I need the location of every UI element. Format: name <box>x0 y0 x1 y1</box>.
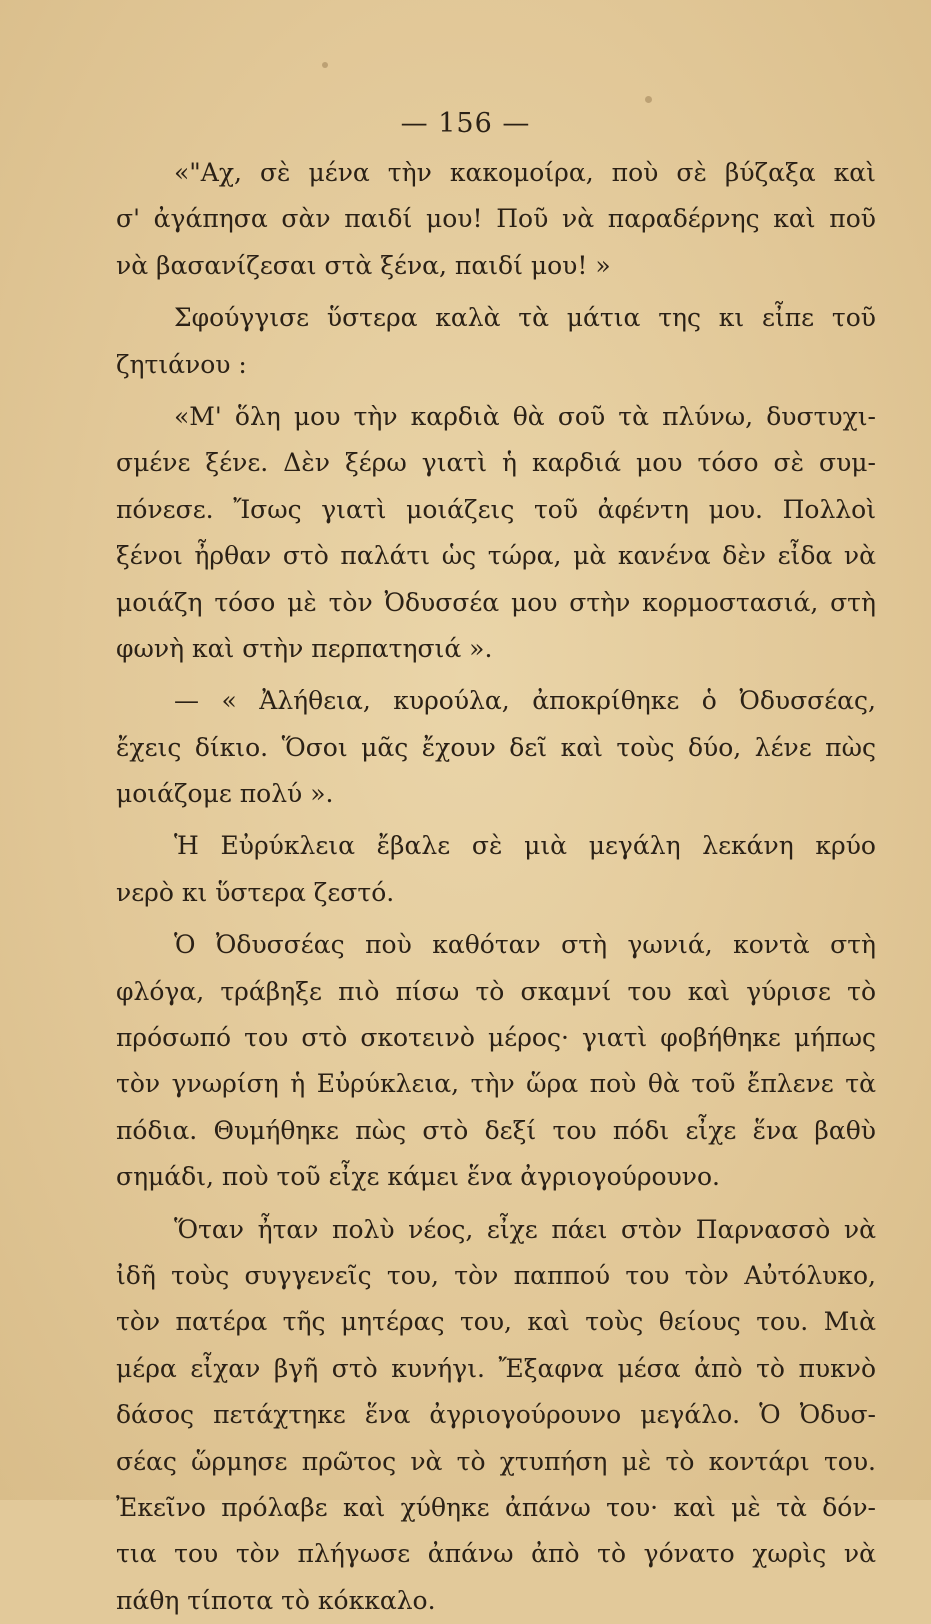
text-line: μοιάζομε πολύ ». <box>116 779 334 809</box>
text-line: πάθη τίποτα τὸ κόκκαλο. <box>116 1585 436 1615</box>
text-line: νερὸ κι ὕστερα ζεστό. <box>116 877 395 907</box>
text-line: νὰ βασανίζεσαι στὰ ξένα, παιδί μου! » <box>116 250 611 280</box>
text-line: τὸν γνωρίση ἡ Εὐρύκλεια, τὴν ὥρα ποὺ θὰ τοῦ ἔπλενε τὰ <box>116 1069 876 1099</box>
text-line: Ἡ Εὐρύκλεια ἔβαλε σὲ μιὰ μεγάλη λεκάνη κρύο <box>174 831 876 861</box>
text-line: ξένοι ἦρθαν στὸ παλάτι ὡς τώρα, μὰ κανένα δὲν εἶδα νὰ <box>116 541 876 571</box>
text-line: τια του τὸν πλήγωσε ἀπάνω ἀπὸ τὸ γόνατο χωρὶς νὰ <box>116 1539 876 1569</box>
text-line: δάσος πετάχτηκε ἕνα ἀγριογούρουνο μεγάλο. Ὁ Ὀδυσ- <box>116 1400 876 1430</box>
text-line: μοιάζη τόσο μὲ τὸν Ὀδυσσέα μου στὴν κορμοστασιά, στὴ <box>116 587 876 617</box>
text-line: πόδια. Θυμήθηκε πὼς στὸ δεξί του πόδι εἶχε ἕνα βαθὺ <box>116 1115 876 1145</box>
text-line: ἰδῆ τοὺς συγγενεῖς του, τὸν παππού του τὸν Αὐτόλυκο, <box>116 1260 876 1290</box>
text-line: Ἐκεῖνο πρόλαβε καὶ χύθηκε ἀπάνω του· καὶ μὲ τὰ δόν- <box>116 1492 876 1522</box>
text-line: σ' ἀγάπησα σὰν παιδί μου! Ποῦ νὰ παραδέρνης καὶ ποῦ <box>116 204 876 234</box>
text-line: ζητιάνου : <box>116 349 247 379</box>
text-line: σημάδι, ποὺ τοῦ εἶχε κάμει ἕνα ἀγριογούρουνο. <box>116 1162 720 1192</box>
text-line: — « Ἀλήθεια, κυρούλα, ἀποκρίθηκε ὁ Ὀδυσσέας, <box>174 686 876 716</box>
text-line: σέας ὥρμησε πρῶτος νὰ τὸ χτυπήση μὲ τὸ κοντάρι του. <box>116 1446 876 1476</box>
page-number: — 156 — <box>400 108 531 139</box>
text-line: φλόγα, τράβηξε πιὸ πίσω τὸ σκαμνί του καὶ γύρισε τὸ <box>116 976 876 1006</box>
ink-spot <box>322 62 328 68</box>
text-line: τὸν πατέρα τῆς μητέρας του, καὶ τοὺς θείους του. Μιὰ <box>116 1307 876 1337</box>
text-line: φωνὴ καὶ στὴν περπατησιά ». <box>116 633 493 663</box>
text-line: μέρα εἶχαν βγῆ στὸ κυνήγι. Ἔξαφνα μέσα ἀπὸ τὸ πυκνὸ <box>116 1353 876 1383</box>
text-line: Ὁ Ὀδυσσέας ποὺ καθόταν στὴ γωνιά, κοντὰ στὴ <box>174 930 876 960</box>
text-line: Ὅταν ἦταν πολὺ νέος, εἶχε πάει στὸν Παρνασσὸ νὰ <box>174 1214 876 1244</box>
text-line: σμένε ξένε. Δὲν ξέρω γιατὶ ἡ καρδιά μου τόσο σὲ συμ- <box>116 448 876 478</box>
text-line: ἔχεις δίκιο. Ὅσοι μᾶς ἔχουν δεῖ καὶ τοὺς δύο, λένε πὼς <box>116 732 876 762</box>
text-line: πρόσωπό του στὸ σκοτεινὸ μέρος· γιατὶ φοβήθηκε μήπως <box>116 1023 876 1053</box>
text-line: «Μ' ὅλη μου τὴν καρδιὰ θὰ σοῦ τὰ πλύνω, δυστυχι- <box>174 401 876 431</box>
text-line: Σφούγγισε ὕστερα καλὰ τὰ μάτια της κι εἶπε τοῦ <box>174 303 876 333</box>
text-line: πόνεσε. Ἴσως γιατὶ μοιάζεις τοῦ ἀφέντη μου. Πολλοὶ <box>116 494 876 524</box>
ink-spot <box>645 96 652 103</box>
text-line: «"Αχ, σὲ μένα τὴν κακομοίρα, ποὺ σὲ βύζαξα καὶ <box>174 158 876 187</box>
body-text <box>116 150 876 1624</box>
